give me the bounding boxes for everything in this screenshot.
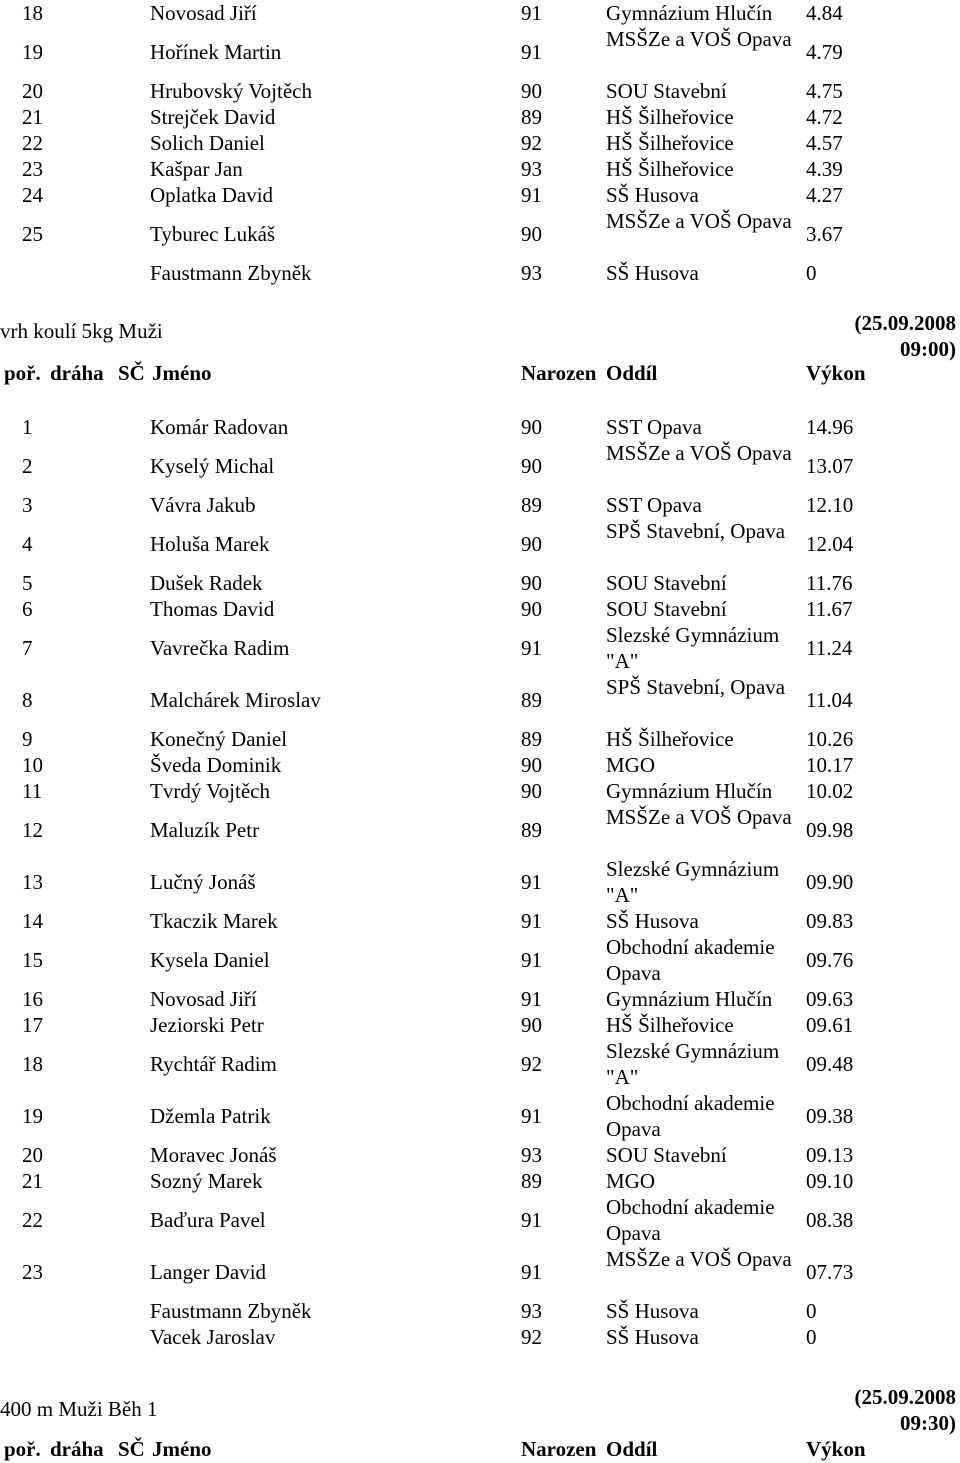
rank-cell: 18 — [22, 1052, 43, 1076]
event-title-400m: 400 m Muži Běh 1 — [0, 1397, 158, 1421]
year-cell: 90 — [521, 415, 542, 439]
club-cell: MSŠZe a VOŠ Opava — [606, 209, 792, 233]
name-cell: Faustmann Zbyněk — [150, 1299, 312, 1323]
year-cell: 91 — [521, 1260, 542, 1284]
name-cell: Thomas David — [150, 597, 275, 621]
rank-cell: 12 — [22, 818, 43, 842]
performance-cell: 4.84 — [806, 1, 843, 25]
year-cell: 89 — [521, 493, 542, 517]
performance-cell: 12.04 — [806, 532, 854, 556]
header-rank: poř. — [4, 1437, 41, 1461]
club-cell: Obchodní akademie Opava — [606, 1091, 775, 1141]
year-cell: 90 — [521, 454, 542, 478]
year-cell: 91 — [521, 183, 542, 207]
name-cell: Vavrečka Radim — [150, 636, 290, 660]
performance-cell: 4.57 — [806, 131, 843, 155]
rank-cell: 8 — [22, 688, 33, 712]
performance-cell: 13.07 — [806, 454, 854, 478]
header-sc: SČ — [118, 1437, 145, 1461]
rank-cell: 22 — [22, 131, 43, 155]
header-perf: Výkon — [806, 1437, 866, 1461]
rank-cell: 10 — [22, 753, 43, 777]
name-cell: Kyselý Michal — [150, 454, 275, 478]
rank-cell: 23 — [22, 1260, 43, 1284]
club-cell: HŠ Šilheřovice — [606, 1013, 734, 1037]
name-cell: Maluzík Petr — [150, 818, 260, 842]
club-cell: MSŠZe a VOŠ Opava — [606, 441, 792, 465]
club-cell: Obchodní akademie Opava — [606, 935, 775, 985]
name-cell: Hrubovský Vojtěch — [150, 79, 312, 103]
performance-cell: 4.75 — [806, 79, 843, 103]
year-cell: 90 — [521, 1013, 542, 1037]
name-cell: Šveda Dominik — [150, 753, 282, 777]
performance-cell: 09.76 — [806, 948, 854, 972]
year-cell: 90 — [521, 779, 542, 803]
rank-cell: 17 — [22, 1013, 43, 1037]
name-cell: Konečný Daniel — [150, 727, 288, 751]
performance-cell: 09.48 — [806, 1052, 854, 1076]
year-cell: 90 — [521, 532, 542, 556]
header-club: Oddíl — [606, 1437, 658, 1461]
club-cell: Gymnázium Hlučín — [606, 779, 773, 803]
performance-cell: 09.38 — [806, 1104, 854, 1128]
performance-cell: 07.73 — [806, 1260, 854, 1284]
performance-cell: 11.67 — [806, 597, 853, 621]
club-cell: SST Opava — [606, 493, 702, 517]
name-cell: Vávra Jakub — [150, 493, 256, 517]
performance-cell: 09.13 — [806, 1143, 854, 1167]
name-cell: Tkaczik Marek — [150, 909, 278, 933]
performance-cell: 10.17 — [806, 753, 854, 777]
performance-cell: 4.39 — [806, 157, 843, 181]
performance-cell: 11.76 — [806, 571, 853, 595]
name-cell: Hořínek Martin — [150, 40, 282, 64]
year-cell: 90 — [521, 597, 542, 621]
club-cell: Slezské Gymnázium "A" — [606, 1039, 780, 1089]
club-cell: SŠ Husova — [606, 1299, 699, 1323]
performance-cell: 0 — [806, 261, 817, 285]
header-year: Narozen — [521, 1437, 597, 1461]
rank-cell: 23 — [22, 157, 43, 181]
year-cell: 91 — [521, 909, 542, 933]
rank-cell: 22 — [22, 1208, 43, 1232]
year-cell: 91 — [521, 1104, 542, 1128]
year-cell: 89 — [521, 105, 542, 129]
event-time-400m: (25.09.2008 09:30) — [854, 1385, 956, 1435]
year-cell: 91 — [521, 1, 542, 25]
rank-cell: 20 — [22, 1143, 43, 1167]
rank-cell: 21 — [22, 105, 43, 129]
header-club: Oddíl — [606, 361, 658, 385]
rank-cell: 25 — [22, 222, 43, 246]
performance-cell: 3.67 — [806, 222, 843, 246]
header-lane: dráha — [50, 1437, 104, 1461]
performance-cell: 09.63 — [806, 987, 854, 1011]
year-cell: 89 — [521, 727, 542, 751]
club-cell: HŠ Šilheřovice — [606, 131, 734, 155]
club-cell: SŠ Husova — [606, 1325, 699, 1349]
year-cell: 89 — [521, 688, 542, 712]
name-cell: Kašpar Jan — [150, 157, 243, 181]
rank-cell: 24 — [22, 183, 43, 207]
rank-cell: 15 — [22, 948, 43, 972]
name-cell: Strejček David — [150, 105, 276, 129]
performance-cell: 09.61 — [806, 1013, 854, 1037]
club-cell: SOU Stavební — [606, 79, 727, 103]
year-cell: 93 — [521, 261, 542, 285]
performance-cell: 14.96 — [806, 415, 854, 439]
performance-cell: 11.04 — [806, 688, 853, 712]
club-cell: SST Opava — [606, 415, 702, 439]
name-cell: Komár Radovan — [150, 415, 289, 439]
performance-cell: 09.10 — [806, 1169, 854, 1193]
name-cell: Kysela Daniel — [150, 948, 270, 972]
performance-cell: 0 — [806, 1299, 817, 1323]
name-cell: Novosad Jiří — [150, 987, 257, 1011]
year-cell: 91 — [521, 40, 542, 64]
club-cell: SOU Stavební — [606, 597, 727, 621]
rank-cell: 5 — [22, 571, 33, 595]
rank-cell: 1 — [22, 415, 33, 439]
year-cell: 89 — [521, 818, 542, 842]
name-cell: Moravec Jonáš — [150, 1143, 277, 1167]
performance-cell: 10.02 — [806, 779, 854, 803]
rank-cell: 19 — [22, 40, 43, 64]
name-cell: Baďura Pavel — [150, 1208, 266, 1232]
event-title-shot-put: vrh koulí 5kg Muži — [0, 319, 163, 343]
performance-cell: 09.83 — [806, 909, 854, 933]
club-cell: SŠ Husova — [606, 261, 699, 285]
year-cell: 93 — [521, 157, 542, 181]
name-cell: Tvrdý Vojtěch — [150, 779, 270, 803]
name-cell: Langer David — [150, 1260, 267, 1284]
year-cell: 90 — [521, 222, 542, 246]
rank-cell: 16 — [22, 987, 43, 1011]
rank-cell: 20 — [22, 79, 43, 103]
rank-cell: 11 — [22, 779, 43, 803]
year-cell: 93 — [521, 1299, 542, 1323]
club-cell: Slezské Gymnázium "A" — [606, 623, 780, 673]
year-cell: 91 — [521, 636, 542, 660]
rank-cell: 2 — [22, 454, 33, 478]
rank-cell: 19 — [22, 1104, 43, 1128]
year-cell: 93 — [521, 1143, 542, 1167]
year-cell: 89 — [521, 1169, 542, 1193]
year-cell: 91 — [521, 987, 542, 1011]
name-cell: Holuša Marek — [150, 532, 270, 556]
club-cell: SPŠ Stavební, Opava — [606, 519, 786, 543]
header-name: Jméno — [152, 361, 212, 385]
club-cell: Gymnázium Hlučín — [606, 1, 773, 25]
rank-cell: 21 — [22, 1169, 43, 1193]
performance-cell: 12.10 — [806, 493, 854, 517]
name-cell: Faustmann Zbyněk — [150, 261, 312, 285]
name-cell: Malchárek Miroslav — [150, 688, 321, 712]
name-cell: Dušek Radek — [150, 571, 263, 595]
club-cell: SŠ Husova — [606, 909, 699, 933]
performance-cell: 08.38 — [806, 1208, 854, 1232]
club-cell: MGO — [606, 753, 656, 777]
name-cell: Rychtář Radim — [150, 1052, 277, 1076]
club-cell: Slezské Gymnázium "A" — [606, 857, 780, 907]
name-cell: Sozný Marek — [150, 1169, 263, 1193]
year-cell: 92 — [521, 131, 542, 155]
club-cell: MSŠZe a VOŠ Opava — [606, 805, 792, 829]
performance-cell: 11.24 — [806, 636, 853, 660]
club-cell: Obchodní akademie Opava — [606, 1195, 775, 1245]
header-rank: poř. — [4, 361, 41, 385]
rank-cell: 4 — [22, 532, 33, 556]
club-cell: SOU Stavební — [606, 1143, 727, 1167]
name-cell: Tyburec Lukáš — [150, 222, 276, 246]
performance-cell: 4.72 — [806, 105, 843, 129]
performance-cell: 10.26 — [806, 727, 854, 751]
name-cell: Jeziorski Petr — [150, 1013, 264, 1037]
name-cell: Lučný Jonáš — [150, 870, 256, 894]
name-cell: Džemla Patrik — [150, 1104, 271, 1128]
year-cell: 90 — [521, 79, 542, 103]
performance-cell: 09.98 — [806, 818, 854, 842]
header-name: Jméno — [152, 1437, 212, 1461]
header-lane: dráha — [50, 361, 104, 385]
name-cell: Solich Daniel — [150, 131, 265, 155]
club-cell: SOU Stavební — [606, 571, 727, 595]
club-cell: HŠ Šilheřovice — [606, 157, 734, 181]
year-cell: 92 — [521, 1325, 542, 1349]
year-cell: 91 — [521, 870, 542, 894]
performance-cell: 09.90 — [806, 870, 854, 894]
rank-cell: 3 — [22, 493, 33, 517]
club-cell: Gymnázium Hlučín — [606, 987, 773, 1011]
header-year: Narozen — [521, 361, 597, 385]
year-cell: 90 — [521, 753, 542, 777]
performance-cell: 0 — [806, 1325, 817, 1349]
event-time-shot-put: (25.09.2008 09:00) — [854, 311, 956, 361]
club-cell: HŠ Šilheřovice — [606, 727, 734, 751]
club-cell: MSŠZe a VOŠ Opava — [606, 27, 792, 51]
club-cell: SPŠ Stavební, Opava — [606, 675, 786, 699]
year-cell: 91 — [521, 948, 542, 972]
year-cell: 91 — [521, 1208, 542, 1232]
name-cell: Oplatka David — [150, 183, 274, 207]
header-perf: Výkon — [806, 361, 866, 385]
club-cell: SŠ Husova — [606, 183, 699, 207]
club-cell: HŠ Šilheřovice — [606, 105, 734, 129]
club-cell: MGO — [606, 1169, 656, 1193]
year-cell: 92 — [521, 1052, 542, 1076]
performance-cell: 4.27 — [806, 183, 843, 207]
header-sc: SČ — [118, 361, 145, 385]
year-cell: 90 — [521, 571, 542, 595]
rank-cell: 13 — [22, 870, 43, 894]
rank-cell: 14 — [22, 909, 43, 933]
rank-cell: 9 — [22, 727, 33, 751]
rank-cell: 6 — [22, 597, 33, 621]
name-cell: Novosad Jiří — [150, 1, 257, 25]
name-cell: Vacek Jaroslav — [150, 1325, 276, 1349]
rank-cell: 7 — [22, 636, 33, 660]
club-cell: MSŠZe a VOŠ Opava — [606, 1247, 792, 1271]
rank-cell: 18 — [22, 1, 43, 25]
performance-cell: 4.79 — [806, 40, 843, 64]
